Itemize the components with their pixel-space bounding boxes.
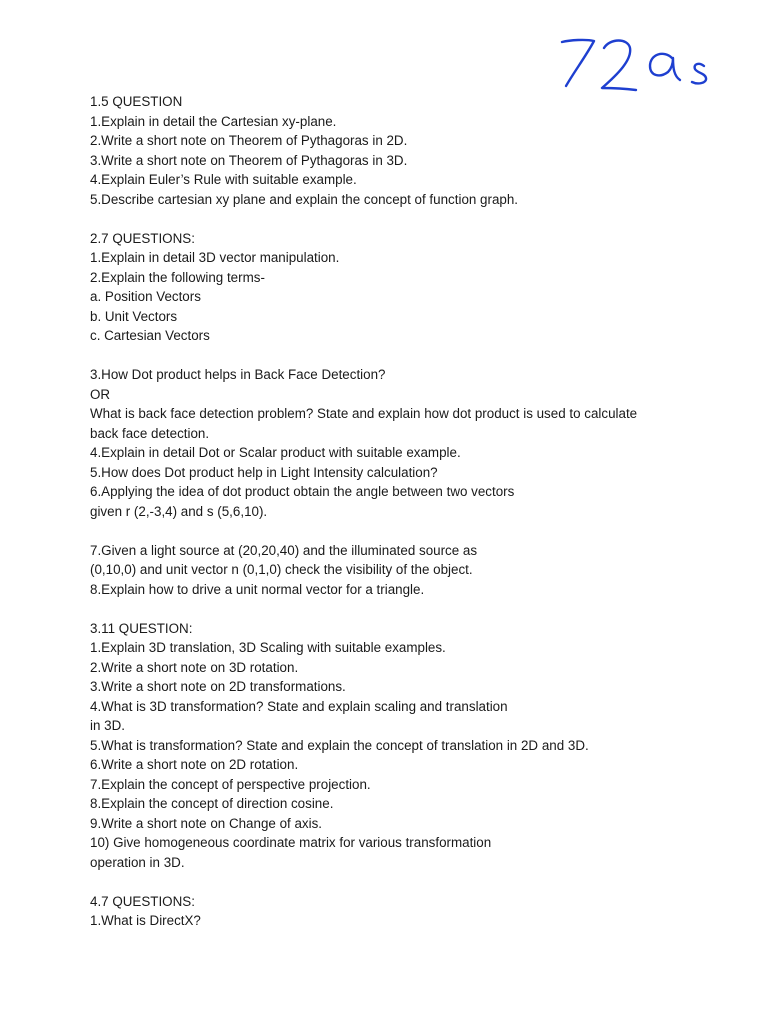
section-heading: 4.7 QUESTIONS: — [90, 893, 195, 909]
question-line: a. Position Vectors — [90, 289, 201, 304]
question-line: 8.Explain the concept of direction cosine. — [90, 796, 334, 811]
question-line: 7.Explain the concept of perspective projection. — [90, 776, 371, 792]
question-line: 2.Write a short note on Theorem of Pythagoras in 2D. — [90, 133, 408, 148]
question-line: b. Unit Vectors — [90, 308, 178, 324]
question-line: 2.Write a short note on 3D rotation. — [90, 659, 299, 675]
question-line: What is back face detection problem? State and explain how dot product is used to calculate — [90, 406, 638, 421]
question-line: 3.Write a short note on 2D transformations. — [90, 679, 346, 694]
question-section — [90, 892, 710, 931]
question-line: in 3D. — [90, 718, 125, 733]
question-line: 3.How Dot product helps in Back Face Detection? — [90, 367, 386, 382]
question-line: 5.What is transformation? State and explain the concept of translation in 2D and 3D. — [90, 737, 589, 753]
question-section — [90, 92, 710, 209]
question-line: 3.Write a short note on Theorem of Pythagoras in 3D. — [90, 152, 408, 168]
question-line: OR — [90, 386, 111, 402]
question-section — [90, 229, 710, 346]
question-document — [90, 92, 710, 950]
question-section — [90, 541, 710, 600]
question-line: 1.Explain 3D translation, 3D Scaling with suitable examples. — [90, 640, 446, 655]
question-line: 5.Describe cartesian xy plane and explain the concept of function graph. — [90, 191, 519, 207]
section-heading: 2.7 QUESTIONS: — [90, 230, 195, 246]
question-line: 5.How does Dot product help in Light Intensity calculation? — [90, 464, 438, 480]
question-line: 9.Write a short note on Change of axis. — [90, 815, 322, 831]
question-line: 6.Write a short note on 2D rotation. — [90, 757, 299, 772]
question-line: back face detection. — [90, 425, 210, 441]
question-line: 1.Explain in detail 3D vector manipulation. — [90, 250, 340, 265]
question-line: 2.Explain the following terms- — [90, 269, 265, 285]
question-line: 1.What is DirectX? — [90, 913, 201, 928]
question-line: 6.Applying the idea of dot product obtain the angle between two vectors — [90, 484, 515, 499]
question-line: 4.Explain in detail Dot or Scalar product with suitable example. — [90, 445, 461, 460]
question-line: 10) Give homogeneous coordinate matrix for various transformation — [90, 835, 492, 850]
question-line: 4.What is 3D transformation? State and explain scaling and translation — [90, 698, 508, 714]
question-line: 7.Given a light source at (20,20,40) and the illuminated source as — [90, 542, 478, 558]
question-section — [90, 365, 710, 521]
question-line: 1.Explain in detail the Cartesian xy-plane. — [90, 113, 337, 129]
question-line: operation in 3D. — [90, 854, 185, 870]
question-line: 4.Explain Euler’s Rule with suitable example. — [90, 172, 357, 187]
question-section — [90, 619, 710, 873]
section-heading: 3.11 QUESTION: — [90, 620, 193, 636]
section-heading: 1.5 QUESTION — [90, 94, 183, 109]
question-line: (0,10,0) and unit vector n (0,1,0) check the visibility of the object. — [90, 562, 473, 577]
question-line: c. Cartesian Vectors — [90, 328, 210, 343]
question-line: given r (2,-3,4) and s (5,6,10). — [90, 503, 268, 519]
handwritten-annotation — [556, 34, 726, 98]
question-line: 8.Explain how to drive a unit normal vector for a triangle. — [90, 581, 425, 597]
